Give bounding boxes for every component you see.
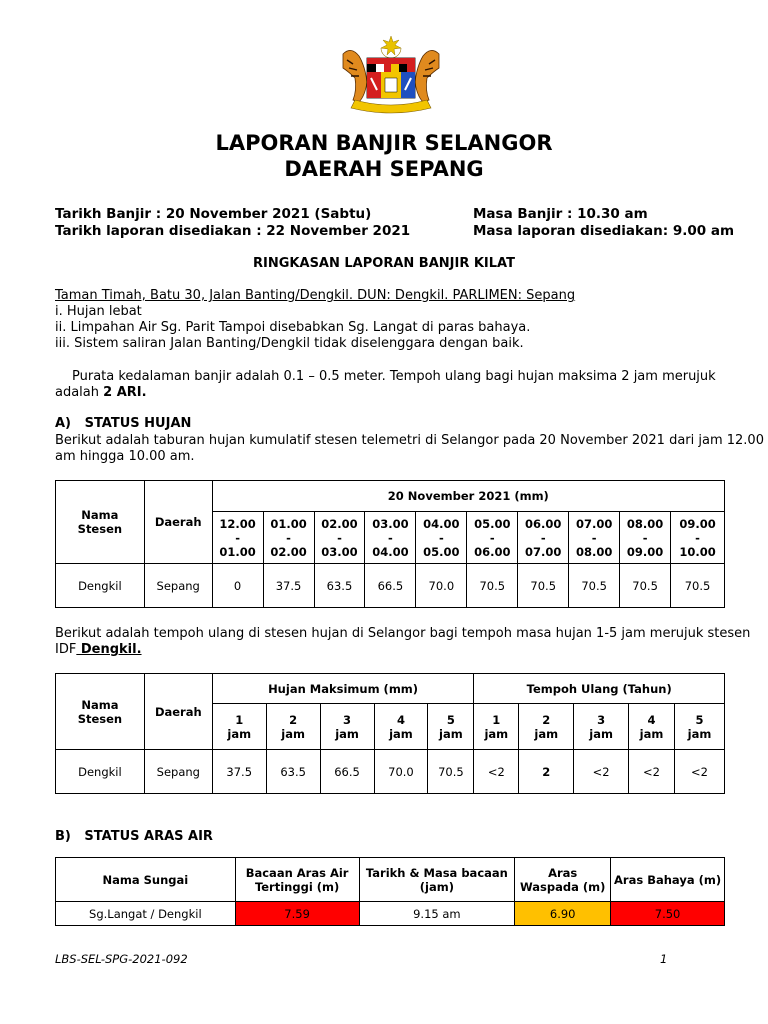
interval-header <box>263 512 314 564</box>
date-group-header: 20 November 2021 (mm) <box>212 481 724 512</box>
max-rain-cell: 63.5 <box>266 750 320 794</box>
water-level-table <box>55 857 725 926</box>
district-title: DAERAH SEPANG <box>284 157 484 181</box>
interval-from: 05.00 <box>474 516 511 531</box>
col-reading-header: Bacaan Aras Air Tertinggi (m) <box>235 858 359 902</box>
duration-header <box>320 704 374 750</box>
duration-header <box>428 704 474 750</box>
rainfall-value-cell: 70.5 <box>620 564 671 608</box>
cause-item: iii. Sistem saliran Jalan Banting/Dengkil tidak diselenggara dengan baik. <box>55 336 524 351</box>
depth-text-prefix: adalah <box>55 385 104 400</box>
station-cell: Dengkil <box>56 564 145 608</box>
interval-header <box>671 512 725 564</box>
rainfall-value-cell: 70.5 <box>518 564 569 608</box>
interval-header <box>314 512 365 564</box>
col-alert-header: Aras Waspada (m) <box>515 858 611 902</box>
ari-value: 2 ARI. <box>103 385 147 400</box>
interval-from: 06.00 <box>525 516 562 531</box>
reading-cell: 7.59 <box>235 902 359 926</box>
duration-hours: 5 <box>695 712 704 727</box>
duration-unit: jam <box>281 726 305 741</box>
time-cell: 9.15 am <box>359 902 515 926</box>
idf-text: Berikut adalah tempoh ulang di stesen hujan di Selangor bagi tempoh masa hujan 1-5 jam merujuk stesen <box>55 626 751 641</box>
ari-cell: <2 <box>674 750 724 794</box>
max-rain-cell: 70.0 <box>374 750 428 794</box>
interval-dash: - <box>286 530 291 545</box>
district-cell: Sepang <box>144 564 212 608</box>
duration-hours: 5 <box>446 712 455 727</box>
section-a-intro: Berikut adalah taburan hujan kumulatif stesen telemetri di Selangor pada 20 November 2021 dari jam 12.00 <box>55 433 764 448</box>
duration-unit: jam <box>687 726 712 741</box>
duration-header <box>574 704 629 750</box>
interval-from: 04.00 <box>423 516 460 531</box>
interval-dash: - <box>388 530 393 545</box>
report-time: Masa laporan disediakan: 9.00 am <box>473 223 735 239</box>
interval-header <box>365 512 416 564</box>
rainfall-value-cell: 70.0 <box>416 564 467 608</box>
report-title: LAPORAN BANJIR SELANGOR <box>215 131 553 155</box>
duration-hours: 4 <box>396 712 405 727</box>
col-district-header: Daerah <box>144 674 212 750</box>
flood-time: Masa Banjir : 10.30 am <box>473 206 648 222</box>
duration-unit: jam <box>335 726 359 741</box>
rainfall-value-cell: 70.5 <box>671 564 725 608</box>
interval-header <box>212 512 263 564</box>
return-period-table <box>55 673 725 794</box>
station-cell: Dengkil <box>56 750 145 794</box>
cause-item: i. Hujan lebat <box>55 304 142 319</box>
interval-to: 08.00 <box>575 544 613 559</box>
interval-from: 07.00 <box>575 516 613 531</box>
cause-item: ii. Limpahan Air Sg. Parit Tampoi disebabkan Sg. Langat di paras bahaya. <box>55 320 531 335</box>
coat-of-arms-logo <box>335 34 447 114</box>
max-rain-cell: 66.5 <box>320 750 374 794</box>
section-a-intro-cont: am hingga 10.00 am. <box>55 449 195 464</box>
duration-hours: 4 <box>647 712 656 727</box>
duration-unit: jam <box>439 726 463 741</box>
duration-header <box>474 704 519 750</box>
interval-to: 03.00 <box>321 544 358 559</box>
danger-level-cell: 7.50 <box>611 902 725 926</box>
duration-unit: jam <box>389 726 413 741</box>
max-rain-cell: 37.5 <box>212 750 266 794</box>
flood-location: Taman Timah, Batu 30, Jalan Banting/Dengkil. DUN: Dengkil. PARLIMEN: Sepang <box>55 288 576 303</box>
duration-header <box>374 704 428 750</box>
interval-dash: - <box>337 530 342 545</box>
idf-station: Dengkil. <box>76 642 142 657</box>
duration-header <box>212 704 266 750</box>
idf-prefix: IDF <box>55 642 77 657</box>
ari-cell: <2 <box>629 750 675 794</box>
interval-from: 08.00 <box>626 516 664 531</box>
interval-to: 10.00 <box>679 544 716 559</box>
section-a-heading: A) STATUS HUJAN <box>55 416 192 431</box>
interval-to: 07.00 <box>525 544 562 559</box>
duration-hours: 1 <box>235 712 244 727</box>
alert-level-cell: 6.90 <box>515 902 611 926</box>
depth-text: Purata kedalaman banjir adalah 0.1 – 0.5 meter. Tempoh ulang bagi hujan maksima 2 jam merujuk <box>72 369 716 384</box>
idf-text-cont <box>55 642 142 658</box>
interval-to: 06.00 <box>474 544 511 559</box>
ari-cell: <2 <box>574 750 629 794</box>
rainfall-table <box>55 480 725 608</box>
duration-hours: 2 <box>542 712 551 727</box>
ari-cell: 2 <box>519 750 574 794</box>
river-cell: Sg.Langat / Dengkil <box>56 902 236 926</box>
rainfall-value-cell: 37.5 <box>263 564 314 608</box>
duration-header <box>629 704 675 750</box>
col-danger-header: Aras Bahaya (m) <box>611 858 725 902</box>
interval-header <box>467 512 518 564</box>
col-station-header: Nama Stesen <box>56 481 145 564</box>
rainfall-value-cell: 63.5 <box>314 564 365 608</box>
duration-unit: jam <box>227 726 252 741</box>
duration-header <box>674 704 724 750</box>
interval-dash: - <box>642 530 648 545</box>
interval-dash: - <box>438 530 444 545</box>
duration-header <box>266 704 320 750</box>
page-number: 1 <box>660 952 668 966</box>
rainfall-value-cell: 70.5 <box>569 564 620 608</box>
rainfall-value-cell: 0 <box>212 564 263 608</box>
report-date: Tarikh laporan disediakan : 22 November 2021 <box>55 223 411 239</box>
col-river-header: Nama Sungai <box>56 858 236 902</box>
interval-header <box>518 512 569 564</box>
duration-hours: 2 <box>289 712 298 727</box>
depth-text-cont <box>55 385 147 401</box>
interval-from: 03.00 <box>372 516 409 531</box>
interval-dash: - <box>489 530 495 545</box>
ari-group-header: Tempoh Ulang (Tahun) <box>474 674 725 704</box>
max-rain-group-header: Hujan Maksimum (mm) <box>212 674 474 704</box>
interval-header <box>569 512 620 564</box>
duration-hours: 3 <box>597 712 606 727</box>
interval-to: 01.00 <box>219 544 256 559</box>
rainfall-value-cell: 66.5 <box>365 564 416 608</box>
report-reference: LBS-SEL-SPG-2021-092 <box>55 952 188 966</box>
interval-from: 09.00 <box>679 516 716 531</box>
section-b-heading: B) STATUS ARAS AIR <box>55 829 213 844</box>
col-station-header: Nama Stesen <box>56 674 145 750</box>
interval-from: 01.00 <box>270 516 307 531</box>
col-time-header: Tarikh & Masa bacaan (jam) <box>359 858 515 902</box>
interval-from: 12.00 <box>219 516 256 531</box>
interval-header <box>620 512 671 564</box>
interval-dash: - <box>695 530 700 545</box>
district-cell: Sepang <box>144 750 212 794</box>
interval-dash: - <box>235 530 240 545</box>
interval-to: 05.00 <box>423 544 460 559</box>
interval-to: 04.00 <box>372 544 409 559</box>
ari-cell: <2 <box>474 750 519 794</box>
interval-from: 02.00 <box>321 516 358 531</box>
duration-unit: jam <box>589 726 613 741</box>
duration-header <box>519 704 574 750</box>
interval-dash: - <box>540 530 546 545</box>
rainfall-value-cell: 70.5 <box>467 564 518 608</box>
duration-unit: jam <box>534 726 559 741</box>
duration-unit: jam <box>484 726 509 741</box>
max-rain-cell: 70.5 <box>428 750 474 794</box>
interval-header <box>416 512 467 564</box>
col-district-header: Daerah <box>144 481 212 564</box>
interval-to: 09.00 <box>626 544 664 559</box>
duration-unit: jam <box>639 726 664 741</box>
interval-to: 02.00 <box>270 544 307 559</box>
flood-date: Tarikh Banjir : 20 November 2021 (Sabtu) <box>55 206 372 222</box>
interval-dash: - <box>591 530 597 545</box>
summary-heading: RINGKASAN LAPORAN BANJIR KILAT <box>253 256 515 271</box>
duration-hours: 3 <box>343 712 352 727</box>
duration-hours: 1 <box>492 712 501 727</box>
